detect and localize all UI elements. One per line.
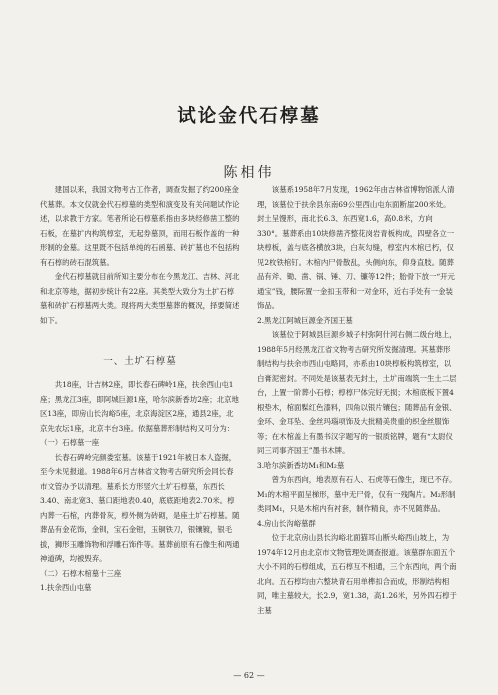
paragraph: 建国以来，我国文物考古工作者，调查发掘了约200座金代墓葬。本文仅就金代石椁墓的类型和演变及有关问题试作论述，以求教于方家。笔者所论石椁墓系指由多块经修凿工整的石板，在墓扩内构筑椁室，无起券墓顶，而用石板作盖的一种形制的金墓。这里既不包括单纯的石函墓、砖扩墓也不包括构有石椁的砖石混筑墓。 (40, 185, 240, 267)
subheading: 3.哈尔滨新香坊M₁和M₂墓 (257, 460, 345, 470)
left-column-section (40, 378, 240, 596)
subheading: （二）石椁木棺墓十三座 (40, 568, 122, 578)
subheading: （一）石椁墓一座 (40, 438, 100, 447)
paragraph: 金代石椁墓就目前所知主要分布在今黑龙江、吉林、河北和北京等地，据初步统计有22座。其类型大致分为土扩石椁墓和砖扩石椁墓两大类。现将两大类型墓葬的概况，择要简述如下。 (40, 272, 240, 325)
subheading: 1.扶余西山屯墓 (40, 583, 92, 592)
right-column (257, 183, 457, 618)
paragraph: 该墓位于阿城县巨源乡城子村弥阿什河右侧二级台地上，1988年5月经黑龙江省文物考古研究所发掘清理。其墓葬形制结构与扶余市西山屯略同，亦系由10块椁板构筑椁室，以白膏泥密封。不同处是该墓表无封土，土圹南端筑一生土二层台，上置一阶葬小石椁；椁椁尸体完好无损；木棺底板下置4根垫木，棺面髹红色漆料，四角以银片镶包；随葬品有金银、金环、金耳坠、金丝玛瑙项饰及大批精美贵重的织金丝服饰等；在木棺盖上有墨书汉字题写的一银质铭牌，题有“太尉仪同三司事齐国王”墨书木牌。 (257, 330, 457, 455)
paragraph: 长春石碑岭完颜娄室墓。该墓于1921年被日本人盗掘，至今未见报道。1988年6月吉林省文物考古研究所会同长春市文管办予以清理。墓系长方形竖穴土圹石椁墓，东西长3.40、南北宽3、墓口距地表0.40，底底距地表2.70米。椁内葬一石棺，内葬骨灰，椁外侧为砖砌，是座土圹石椁墓。随葬品有金花饰，金钏，宝石金钳，玉铜铁刀，银镶镀，银毛拔，狮形玉雕饰物和浮雕石饰件等。墓葬前原有石像生和两通神道碑，均被毁弃。 (40, 452, 240, 563)
paragraph: 该墓系1958年7月发现，1962年由吉林省博物馆派人清理，该墓位于扶余县东南69公里西山屯东面断崖200米处。封土呈馒形，南北长6.3、东西宽1.6，高0.8米，方向330°。墓葬系由10块修凿齐整花岗岩青板构成，四壁各立一块椁板，盖与底各横放3块，白灰勾缝，椁室内木棺已朽，仅见2枚铁棺钉。木棺内尸骨散乱，头侧向东，仰身直肢。随葬品有斧、锄、凿、锅、锤、刀、镰等12件；胎骨下放一“开元通宝”钱，腰际置一金扣玉带和一对金环，近右手处有一金装饰品。 (257, 185, 455, 310)
paragraph: 曾为东西向，地表原有石人、石虎等石像生，现已不存。M₁的木棺平面呈梯形，墓中无尸骨，仅有一残陶片。M₂形制类同M₁，只是木棺内有衬套，制作精良，亦不见随葬品。 (257, 475, 457, 513)
left-column-intro (40, 183, 240, 328)
paragraph: 位于北京房山县长沟峪北面猫耳山断头峪西山坡上，为1974年12月由北京市文物管理处调查报道。该墓群东面五个大小不同的石椁组成，五石椁互不相通，三个东西向，两个南北向。五石椁均由六整块青石用单榫扣合而成，形制结构相同，唯主墓较大，长2.9，宽1.38，高1.26米，另外四石椁于主墓 (257, 533, 457, 615)
article-title: 试论金代石椁墓 (177, 106, 321, 127)
paragraph: 共18座，计吉林2座，即长春石碑岭1座，扶余西山屯1座；黑龙江3座，即阿城巨源1座，哈尔滨新香坊2座；北京地区13座，即房山长沟峪5座，北京海淀区2座，通县2座，北京先农坛1座，北京丰台3座。依据墓葬形制结构又可分为： (40, 380, 239, 433)
subheading: 4.房山长沟峪墓群 (257, 518, 316, 528)
subheading: 2.黑龙江阿城巨源金齐国王墓 (257, 315, 353, 325)
page-number: — 62 — (233, 671, 265, 680)
section-heading: 一、土圹石椁墓 (103, 356, 177, 367)
article-author: 陈相伟 (223, 165, 275, 181)
